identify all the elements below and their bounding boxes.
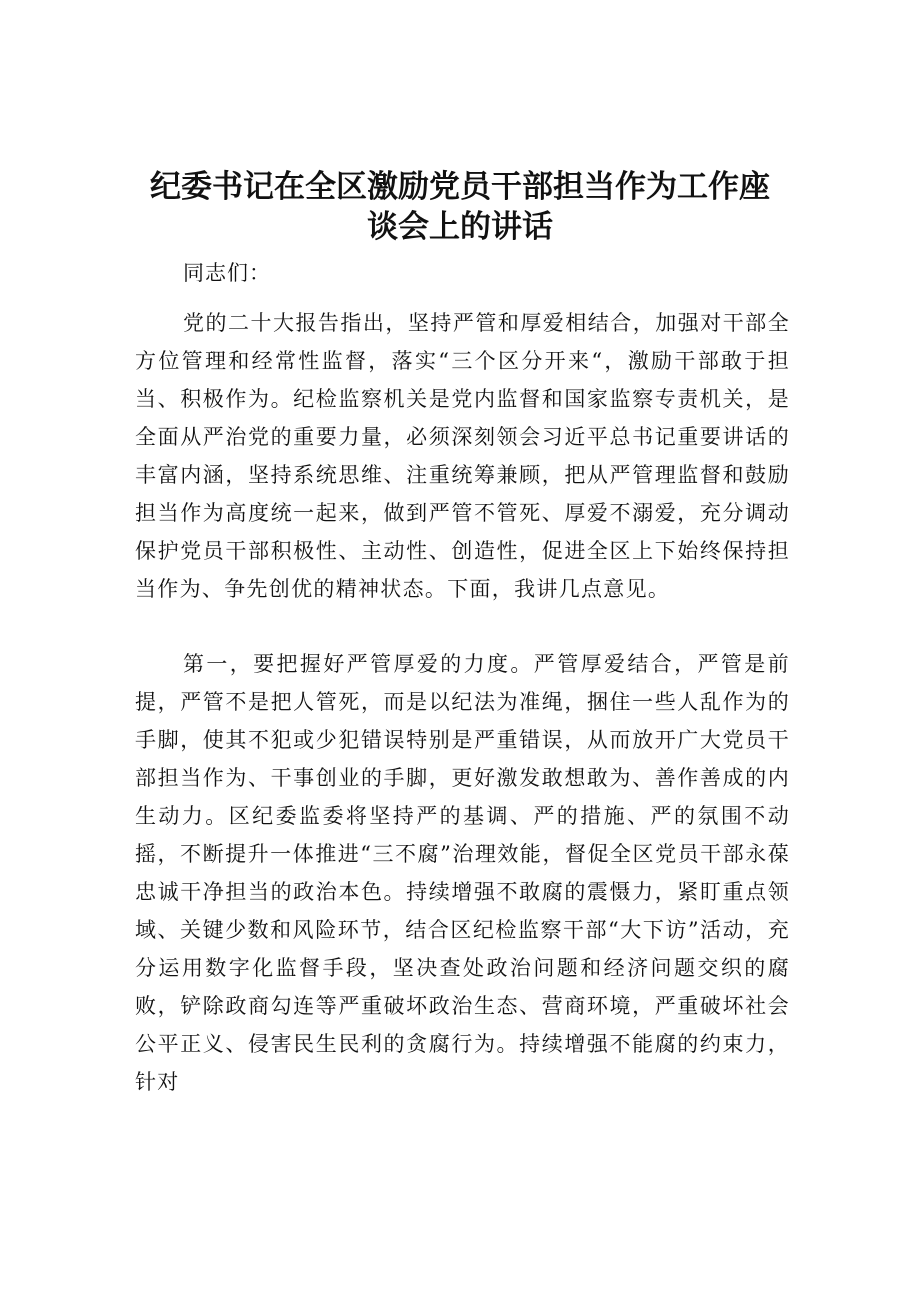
paragraph-first-point: 第一，要把握好严管厚爱的力度。严管厚爱结合，严管是前提，严管不是把人管死，而是以纪法为准绳，捆住一些人乱作为的手脚，使其不犯或少犯错误特别是严重错误，从而放开广大党员干部担当作为、干事创业的手脚，更好激发敢想敢为、善作善成的内生动力。区纪委监委将坚持严的基调、严的措施、严的氛围不动摇，不断提升一体推进“三不腐”治理效能，督促全区党员干部永葆忠诚干净担当的政治本色。持续增强不敢腐的震慑力，紧盯重点领域、关键少数和风险环节，结合区纪检监察干部“大下访”活动，充分运用数字化监督手段，坚决查处政治问题和经济问题交织的腐败，铲除政商勾连等严重破坏政治生态、营商环境，严重破坏社会公平正义、侵害民生民利的贪腐行为。持续增强不能腐的约束力，针对 xyxy=(135,652,790,1094)
paragraph-intro: 党的二十大报告指出，坚持严管和厚爱相结合，加强对干部全方位管理和经常性监督，落实“三个区分开来“，激励干部敢于担当、积极作为。纪检监察机关是党内监督和国家监察专责机关，是全面从严治党的重要力量，必须深刻领会习近平总书记重要讲话的丰富内涵，坚持系统思维、注重统筹兼顾，把从严管理监督和鼓励担当作为高度统一起来，做到严管不管死、厚爱不溺爱，充分调动保护党员干部积极性、主动性、创造性，促进全区上下始终保持担当作为、争先创优的精神状态。下面，我讲几点意见。 xyxy=(135,311,790,601)
document-title-line-1: 纪委书记在全区激励党员干部担当作为工作座 xyxy=(150,169,770,205)
document-title-line-2: 谈会上的讲话 xyxy=(367,209,553,245)
salutation: 同志们： xyxy=(183,261,271,285)
